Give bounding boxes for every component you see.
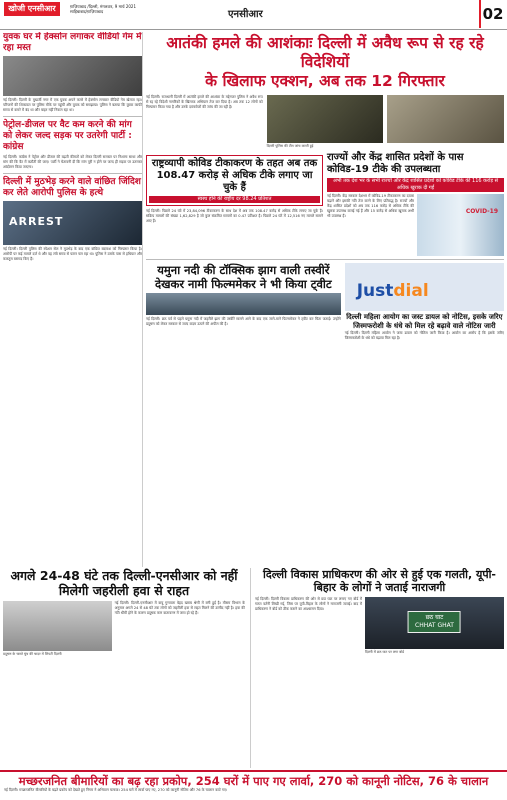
story-encounter bbox=[3, 177, 142, 262]
state-vaccine-body: नई दिल्ली। केंद्र सरकार देशभर में कोविड-19 टीकाकरण का दायरा बढ़ाने और इसकी गति तेज करने के लिए प्रतिबद्ध है। राज्यों और केंद्र शासित प्रदेशों को अब तक 116 करोड़ से अधिक टीके की खुराक उपलब्ध कराई गई हैं और 15 करोड़ से अधिक खुराक अभी भी उपलब्ध हैं। bbox=[327, 193, 414, 218]
smog-headline: अगले 24-48 घंटे तक दिल्ली-एनसीआर को नहीं मिलेगी जहरीली हवा से राहत bbox=[10, 568, 238, 598]
lead-body: नई दिल्ली। राजधानी दिल्ली में आतंकी हमले की आशंका के मद्देनजर पुलिस ने अवैध रूप से रह रहे विदेशी नागरिकों के खिलाफ अभियान तेज कर दिया है। अब तक 12 लोगों को गिरफ्तार किया गया है और उनके दस्तावेजों की जांच की जा रही है। bbox=[146, 95, 263, 109]
lead-headline-line1: आतंकी हमले की आशंकाः दिल्ली में अवैध रूप से रह रहे विदेशियों bbox=[166, 34, 484, 71]
divider bbox=[3, 173, 142, 174]
vaccine-box bbox=[146, 155, 323, 206]
story-headline: पेट्रोल-डीजल पर वैट कम करने की मांग को लेकर जल्द सड़क पर उतरेगी पार्टी : कांग्रेस bbox=[3, 120, 132, 152]
state-vaccine-story bbox=[327, 152, 504, 256]
lead-story bbox=[146, 95, 504, 149]
main-column bbox=[146, 32, 504, 567]
justdial-logo bbox=[357, 281, 429, 301]
story-headline: दिल्ली में मुठभेड़ करने वाले वांछित जिंदिश कर लेते आरोपी पुलिस के हत्थे bbox=[3, 177, 141, 198]
lower-main-row bbox=[146, 263, 504, 341]
state-vaccine-headline: राज्यों और केंद्र शासित प्रदेशों के पास कोविड-19 टीके की उपलब्धता bbox=[327, 151, 464, 175]
dda-headline: दिल्ली विकास प्राधिकरण की ओर से हुई एक गलती, यूपी-बिहार के लोगों ने जताई नाराजगी bbox=[263, 568, 496, 594]
dda-body: नई दिल्ली। दिल्ली विकास प्राधिकरण की ओर से छठ घाट पर लगाए गए बोर्ड में गलत वर्तनी लिखी गई, जिस पर यूपी-बिहार के लोगों ने नाराजगी जताई। बाद में प्राधिकरण ने बोर्ड को ठीक कराने का आश्वासन दिया। bbox=[255, 597, 362, 611]
story-body: नई दिल्ली। कांग्रेस ने पेट्रोल और डीजल की बढ़ती कीमतों को लेकर दिल्ली सरकार पर निशाना साधा और मांग की कि वैट में कटौती की जाए। पार्टी ने चेतावनी दी कि मांग पूरी न होने पर जल्द ही सड़क पर उतरकर आंदोलन किया जाएगा। bbox=[3, 155, 142, 169]
justdial-body: नई दिल्ली। दिल्ली महिला आयोग ने जस्ट डायल को नोटिस जारी किया है। आयोग का आरोप है कि इसके जरिए जिस्मफरोशी के धंधे को बढ़ावा मिल रहा है। bbox=[344, 330, 504, 340]
dda-caption: दिल्ली में छठ घाट पर लगा बोर्ड bbox=[364, 650, 405, 654]
mosquito-body: नई दिल्ली। मच्छरजनित बीमारियों के बढ़ते प्रकोप को देखते हुए निगम ने अभियान चलाया। 254 घरों में लार्वा पाए गए, 270 को कानूनी नोटिस और 76 के चालान काटे गए। bbox=[4, 788, 228, 792]
vaccine-row bbox=[146, 152, 504, 256]
yamuna-body: नई दिल्ली। छठ पर्व से पहले यमुना नदी में जहरीले झाग की तस्वीरें सामने आने के बाद एक जाने-माने फिल्ममेकर ने ट्वीट कर चिंता जताई। उन्होंने प्रदूषण को लेकर सरकार से जल्द कदम उठाने की अपील की है। bbox=[146, 316, 341, 326]
camp-photo bbox=[387, 95, 504, 143]
justdial-logo-part2: dial bbox=[393, 280, 429, 301]
section-name: एनसीआर bbox=[228, 9, 263, 20]
vial-label: COVID-19 bbox=[465, 207, 498, 215]
yamuna-story bbox=[146, 263, 341, 341]
date-line-1: ग़ाज़ियाबाद /दिल्ली, मंगलवार, 9 मार्च 2021 bbox=[70, 4, 136, 9]
vaccine-vial-photo bbox=[417, 194, 504, 256]
police-photo bbox=[267, 95, 384, 143]
mosquito-headline: मच्छरजनित बीमारियों का बढ़ रहा प्रकोप, 254 घरों में पाए गए लार्वा, 270 को कानूनी नोटिस, 76 के चालान bbox=[18, 774, 489, 788]
chhat-ghat-board bbox=[408, 611, 461, 633]
vaccine-story bbox=[146, 152, 323, 256]
masthead bbox=[0, 0, 507, 30]
board-line-english: CHHAT GHAT bbox=[415, 622, 454, 629]
yamuna-photo bbox=[146, 293, 341, 315]
left-column bbox=[3, 32, 143, 567]
state-vaccine-strap: अभी तक देश भर के सभी राज्यों और केंद्र शासित प्रदेशों को कोविड टीके की 116 करोड़ से अधिक खुराक दी गईं bbox=[327, 178, 504, 192]
divider bbox=[3, 116, 142, 117]
brand-logo: खोजी एनसीआर bbox=[4, 2, 60, 16]
smog-caption: प्रदूषण के चलते धुंध की चादर में लिपटी दिल्ली bbox=[3, 652, 62, 656]
photo-caption: दिल्ली पुलिस की टीम जांच करती हुई bbox=[266, 144, 314, 148]
vaccine-headline: राष्ट्रव्यापी कोविड टीकाकरण के तहत अब तक 108.47 करोड़ से अधिक टीके लगाए जा चुके हैं bbox=[151, 157, 318, 193]
story-body: नई दिल्ली। दिल्ली के मुखर्जी नगर में एक युवक अपने कमरे में हेक्सोन लगाकर वीडियो गेम खेलता रहा। परिजनों की शिकायत पर पुलिस मौके पर पहुंची और युवक को समझाया। पुलिस ने बताया कि युवक काफी समय से कमरे में बंद था और बाहर नहीं निकल रहा था। bbox=[3, 98, 142, 112]
vaccine-body: नई दिल्ली। पिछले 24 घंटे में 23,84,096 टीकाकरण के साथ देश में अब तक 108.47 करोड़ से अधिक टीके लगाए जा चुके हैं। सक्रिय मामलों की संख्या 1,62,829 है जो कुल संक्रमित मामलों का 0.47 प्रतिशत है। पिछले 24 घंटे में 12,516 नए मामले सामने आए हैं। bbox=[146, 208, 323, 223]
story-fuel-vat bbox=[3, 120, 142, 170]
story-body: नई दिल्ली। दिल्ली पुलिस की स्पेशल सेल ने मुठभेड़ के बाद एक वांछित बदमाश को गिरफ्तार किया है। आरोपी पर कई मामले दर्ज थे और वह लंबे समय से फरार चल रहा था। पुलिस ने उसके पास से हथियार और कारतूस बरामद किए हैं। bbox=[3, 247, 142, 261]
mosquito-story bbox=[0, 770, 507, 800]
vaccine-strap: स्वस्थ होने की राष्ट्रीय दर 98.24 प्रतिशत bbox=[149, 196, 320, 203]
justdial-photo bbox=[345, 263, 504, 311]
arrest-photo-text: ARREST bbox=[9, 215, 64, 228]
date-line bbox=[70, 4, 136, 14]
smog-body: नई दिल्ली। दिल्ली-एनसीआर में वायु गुणवत्ता बेहद खराब श्रेणी में बनी हुई है। मौसम विभाग के अनुसार अगले 24 से 48 घंटे तक लोगों को जहरीली हवा से राहत मिलने की उम्मीद नहीं है। हवा की गति धीमी होने के कारण प्रदूषक कण वातावरण में जमा हो रहे हैं। bbox=[114, 601, 245, 615]
chhat-ghat-photo bbox=[365, 597, 504, 649]
smog-photo bbox=[3, 601, 112, 651]
story-gaming bbox=[3, 32, 142, 113]
board-line-hindi: छठ घाट bbox=[425, 614, 444, 621]
arrest-photo bbox=[3, 201, 142, 245]
smog-story bbox=[3, 568, 245, 768]
lead-headline-line2: के खिलाफ एक्शन, अब तक 12 गिरफ्तार bbox=[205, 72, 445, 90]
justdial-logo-part1: Just bbox=[356, 280, 394, 301]
date-line-2: साहिबाबाद/ग़ाज़ियाबाद bbox=[70, 9, 104, 14]
page-number: 02 bbox=[479, 0, 505, 28]
divider bbox=[146, 259, 504, 260]
justdial-story bbox=[345, 263, 504, 341]
story-headline: युवक घर में हेक्सोन लगाकर वीडियो गेम में रहा मस्त bbox=[3, 32, 142, 53]
yamuna-headline: यमुना नदी की टॉक्सिक झाग वाली तस्वीरें देखकर नामी फिल्ममेकर ने भी किया ट्वीट bbox=[155, 262, 332, 291]
story-photo bbox=[3, 56, 142, 96]
justdial-headline: दिल्ली महिला आयोग का जस्ट डायल को नोटिस, इसके जरिए जिस्मफरोशी के धंधे को मिल रहे बढ़ावे वाले नोटिस जारी bbox=[346, 312, 503, 330]
dda-story bbox=[250, 568, 504, 768]
